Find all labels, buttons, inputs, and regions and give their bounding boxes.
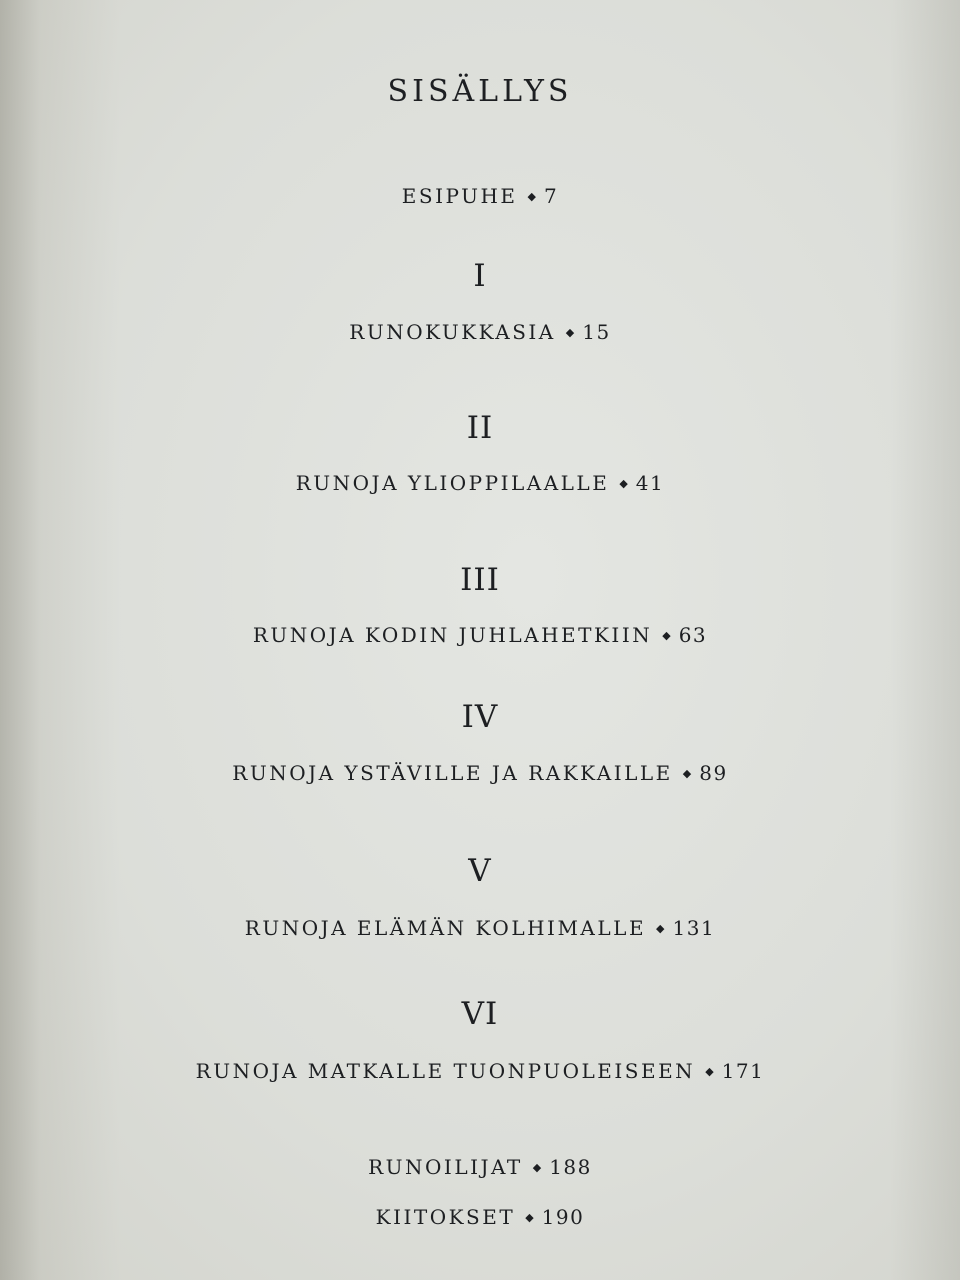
section-numeral: IV xyxy=(461,699,499,735)
separator-diamond-icon: ◆ xyxy=(527,190,536,203)
section-numeral: II xyxy=(466,410,494,446)
toc-entry-poets xyxy=(0,1155,960,1179)
entry-page-number: 190 xyxy=(541,1205,585,1229)
toc-entry-section-1 xyxy=(0,320,960,344)
entry-label: ESIPUHE xyxy=(401,184,518,208)
entry-page-number: 89 xyxy=(699,761,728,785)
separator-diamond-icon: ◆ xyxy=(656,922,665,935)
entry-page-number: 41 xyxy=(635,471,665,495)
entry-label: RUNOJA ELÄMÄN KOLHIMALLE xyxy=(244,916,647,940)
toc-title: SISÄLLYS xyxy=(387,74,573,109)
separator-diamond-icon: ◆ xyxy=(682,767,692,780)
toc-entry-section-6 xyxy=(0,1059,960,1083)
entry-page-number: 7 xyxy=(543,184,559,208)
entry-page-number: 188 xyxy=(549,1155,592,1179)
entry-label: RUNOJA MATKALLE TUONPUOLEISEEN xyxy=(195,1059,696,1083)
separator-diamond-icon: ◆ xyxy=(619,477,628,490)
entry-page-number: 15 xyxy=(582,320,611,344)
entry-label: RUNOKUKKASIA xyxy=(349,320,556,344)
toc-entry-section-3 xyxy=(0,623,960,647)
entry-label: RUNOJA KODIN JUHLAHETKIIN xyxy=(252,623,653,647)
entry-page-number: 63 xyxy=(678,623,708,647)
separator-diamond-icon: ◆ xyxy=(525,1211,534,1224)
toc-entry-acknowledgements xyxy=(0,1205,960,1229)
entry-page-number: 131 xyxy=(672,916,716,940)
toc-entry-section-5 xyxy=(0,916,960,940)
separator-diamond-icon: ◆ xyxy=(705,1065,714,1078)
toc-entry-section-4 xyxy=(0,761,960,785)
entry-label: RUNOILIJAT xyxy=(368,1155,523,1179)
toc-entry-section-2 xyxy=(0,471,960,495)
entry-label: RUNOJA YLIOPPILAALLE xyxy=(295,471,610,495)
entry-label: RUNOJA YSTÄVILLE JA RAKKAILLE xyxy=(232,761,673,785)
entry-page-number: 171 xyxy=(721,1059,765,1083)
section-numeral: V xyxy=(468,853,492,889)
toc-entry-preface xyxy=(0,184,960,208)
separator-diamond-icon: ◆ xyxy=(662,629,671,642)
section-numeral: VI xyxy=(461,996,499,1032)
section-numeral: I xyxy=(473,258,487,294)
entry-label: KIITOKSET xyxy=(375,1205,516,1229)
separator-diamond-icon: ◆ xyxy=(532,1161,542,1174)
separator-diamond-icon: ◆ xyxy=(565,326,575,339)
section-numeral: III xyxy=(460,562,500,598)
